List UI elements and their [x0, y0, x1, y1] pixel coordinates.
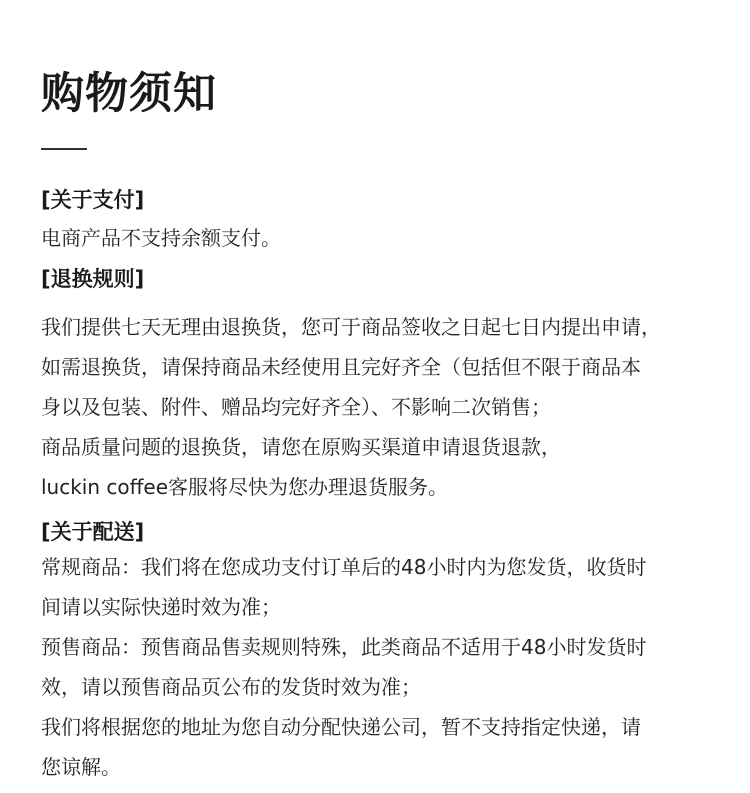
text-line: 我们提供七天无理由退换货，您可于商品签收之日起七日内提出申请， — [41, 315, 661, 339]
section-body-payment — [41, 218, 281, 258]
text-line: 间请以实际快递时效为准； — [41, 595, 281, 619]
text-line: 您谅解。 — [41, 755, 121, 779]
text-line: 我们将根据您的地址为您自动分配快递公司，暂不支持指定快递，请 — [41, 715, 641, 739]
title-divider — [41, 148, 87, 150]
text-line: 身以及包装、附件、赠品均完好齐全）、不影响二次销售； — [41, 395, 551, 419]
section-heading-returns: [退换规则] — [41, 267, 145, 291]
text-line: 电商产品不支持余额支付。 — [41, 226, 281, 250]
section-body-returns — [41, 307, 661, 507]
section-heading-delivery: [关于配送] — [41, 520, 145, 544]
section-body-delivery — [41, 547, 646, 787]
text-line: 商品质量问题的退换货，请您在原购买渠道申请退货退款， — [41, 435, 561, 459]
text-line: luckin coffee客服将尽快为您办理退货服务。 — [41, 475, 449, 499]
page-title: 购物须知 — [41, 69, 217, 119]
text-line: 如需退换货，请保持商品未经使用且完好齐全（包括但不限于商品本 — [41, 355, 641, 379]
text-line: 常规商品：我们将在您成功支付订单后的48小时内为您发货，收货时 — [41, 555, 647, 579]
text-line: 效，请以预售商品页公布的发货时效为准； — [41, 675, 421, 699]
section-heading-payment: [关于支付] — [41, 188, 145, 212]
text-line: 预售商品：预售商品售卖规则特殊，此类商品不适用于48小时发货时 — [41, 635, 647, 659]
